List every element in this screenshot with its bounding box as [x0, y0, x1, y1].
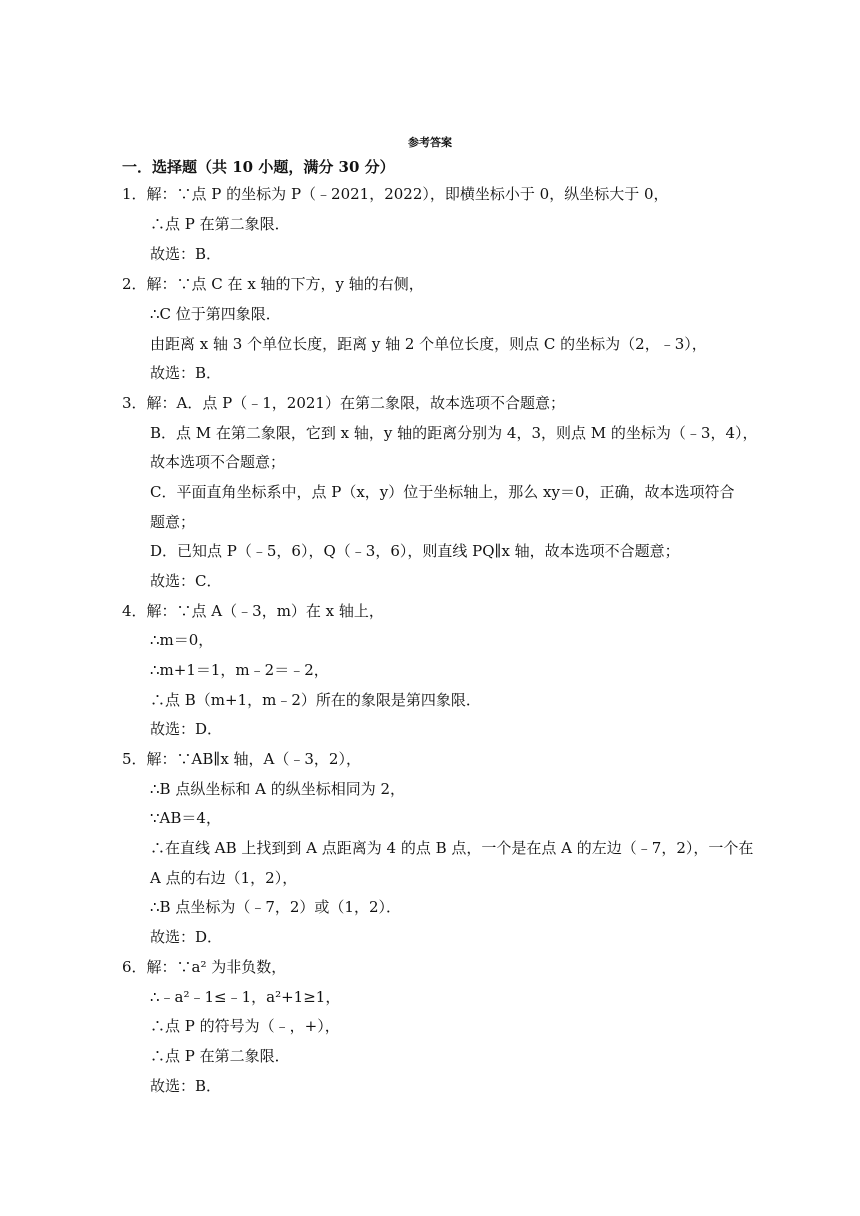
- answer-line: 题意；: [150, 513, 196, 531]
- answer-line: ∴﹣a²﹣1≤﹣1，a²+1≥1，: [150, 988, 341, 1006]
- answer-line: 故选：D．: [150, 928, 223, 946]
- answer-line: ∴点 P 在第二象限．: [150, 215, 290, 233]
- answer-line: ∴C 位于第四象限．: [150, 305, 281, 323]
- answer-line: ∴B 点纵坐标和 A 的纵坐标相同为 2，: [150, 780, 406, 798]
- page-title: 参考答案: [408, 136, 452, 149]
- answer-line: 3．解：A．点 P（﹣1，2021）在第二象限，故本选项不合题意；: [122, 394, 565, 412]
- answer-line: 6．解：∵a² 为非负数，: [122, 958, 287, 976]
- answer-line: 4．解：∵点 A（﹣3，m）在 x 轴上，: [122, 602, 384, 620]
- answer-line: 故选：B．: [150, 1077, 222, 1095]
- answer-line: D．已知点 P（﹣5，6），Q（﹣3，6），则直线 PQ∥x 轴，故本选项不合题意；: [150, 542, 680, 560]
- answer-line: 故选：B．: [150, 364, 222, 382]
- answer-line: B．点 M 在第二象限，它到 x 轴，y 轴的距离分别为 4，3，则点 M 的坐标为（﹣3，4），: [150, 424, 758, 442]
- answer-line: A 点的右边（1，2），: [150, 869, 298, 887]
- answer-line: 故选：D．: [150, 720, 223, 738]
- section-heading: 一．选择题（共 10 小题，满分 30 分）: [122, 158, 395, 176]
- answer-line: ∴m+1＝1，m﹣2＝﹣2，: [150, 661, 329, 679]
- answer-line: ∴在直线 AB 上找到到 A 点距离为 4 的点 B 点，一个是在点 A 的左边（﹣7，2），一个在: [150, 839, 754, 857]
- answer-line: 1．解：∵点 P 的坐标为 P（﹣2021，2022），即横坐标小于 0，纵坐标大于 0，: [122, 185, 669, 203]
- answer-line: 故选：B．: [150, 245, 222, 263]
- answer-line: ∵AB＝4，: [150, 809, 221, 827]
- answer-line: 故选：C．: [150, 572, 222, 590]
- answer-line: ∴点 B（m+1，m﹣2）所在的象限是第四象限．: [150, 691, 481, 709]
- answer-line: 5．解：∵AB∥x 轴，A（﹣3，2），: [122, 750, 361, 768]
- answer-line: ∴点 P 的符号为（﹣，+），: [150, 1017, 340, 1035]
- answer-line: 由距离 x 轴 3 个单位长度，距离 y 轴 2 个单位长度，则点 C 的坐标为（2，﹣3），: [150, 335, 707, 353]
- answer-line: 故本选项不合题意；: [150, 453, 286, 471]
- answer-line: ∴m＝0，: [150, 631, 214, 649]
- answer-line: ∴点 P 在第二象限．: [150, 1047, 290, 1065]
- answer-line: ∴B 点坐标为（﹣7，2）或（1，2）．: [150, 898, 402, 916]
- answer-line: 2．解：∵点 C 在 x 轴的下方，y 轴的右侧，: [122, 275, 424, 293]
- answer-line: C．平面直角坐标系中，点 P（x，y）位于坐标轴上，那么 xy＝0，正确，故本选项符合: [150, 483, 735, 501]
